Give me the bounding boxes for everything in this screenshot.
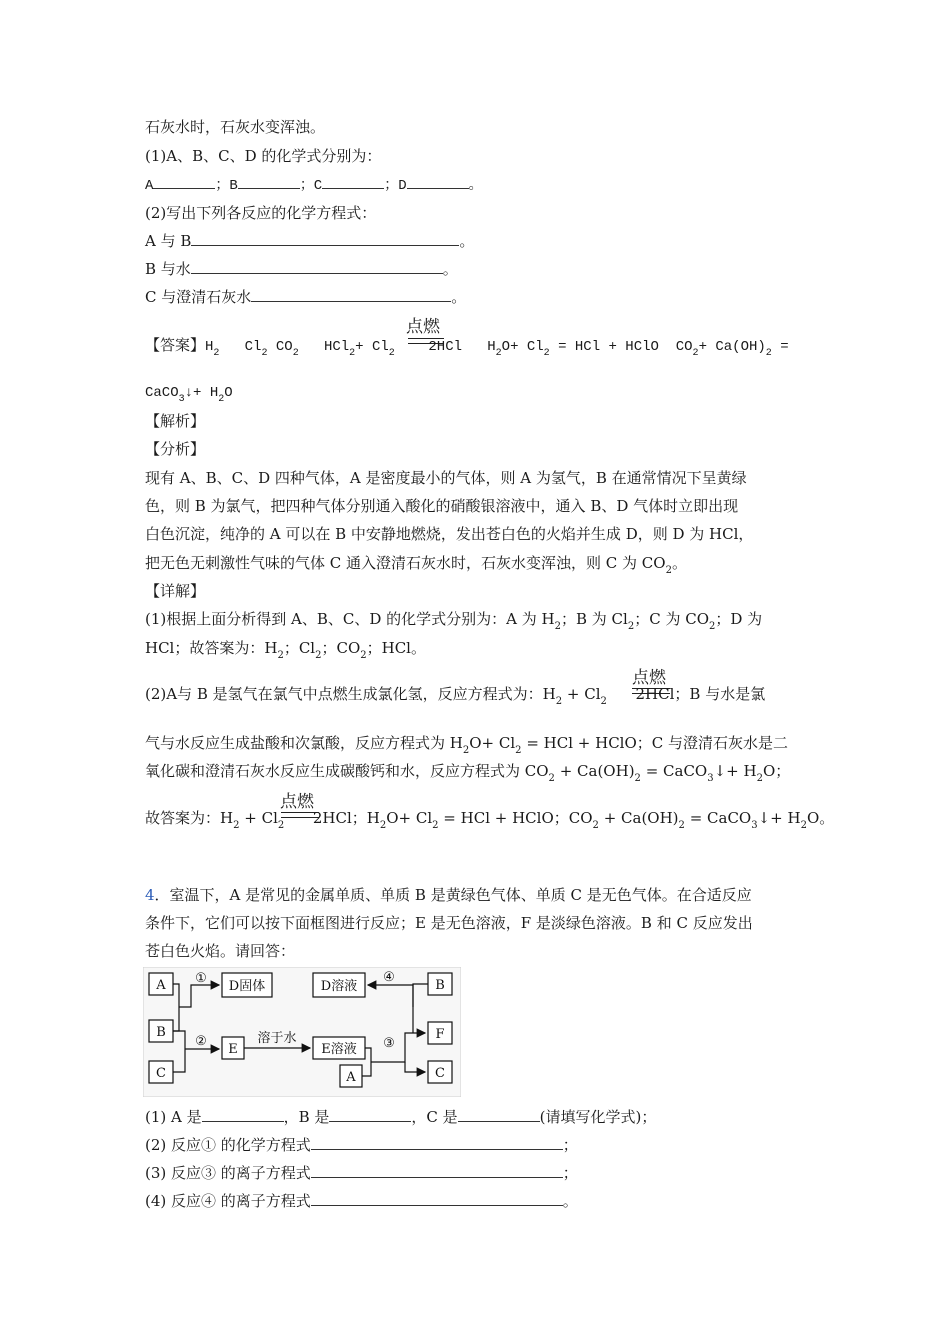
analysis-p3: 白色沉淀，纯净的 A 可以在 B 中安静地燃烧，发出苍白色的火焰并生成 D，则 D 为 HCl， <box>145 525 754 543</box>
label-step-2: ② <box>195 1034 207 1049</box>
detail-2: HCl；故答案为：$H_2$；$Cl_2$；$CO_2$；HCl。 <box>145 639 426 661</box>
reaction-flow-diagram <box>143 967 461 1097</box>
q4-line-1: 4．室温下，A 是常见的金属单质、单质 B 是黄绿色气体、单质 C 是无色气体。在合适反应 <box>145 886 752 904</box>
analysis-p1: 现有 A、B、C、D 四种气体，A 是密度最小的气体，则 A 为氢气，B 在通常情况下呈黄绿 <box>145 469 747 487</box>
sub-question-1: (1) A 是 ，B 是 ，C 是 (请填写化学式)； <box>145 1108 657 1126</box>
blank-c[interactable] <box>322 174 384 189</box>
reaction-b-water: B 与水 。 <box>145 260 458 278</box>
blank-bw[interactable] <box>191 259 443 274</box>
label-step-1: ① <box>195 971 207 986</box>
label-c-2: C <box>435 1066 445 1081</box>
blank-q4-a[interactable] <box>202 1107 284 1122</box>
label-e: E <box>228 1042 238 1057</box>
blank-cl[interactable] <box>251 287 451 302</box>
label-step-4: ④ <box>383 970 395 985</box>
blanks-line: A ；B ；C ；D 。 <box>145 174 483 196</box>
detail-4: 气与水反应生成盐酸和次氯酸，反应方程式为 $H_2O+ Cl_2$ = HCl + HClO；C 与澄清石灰水是二 <box>145 734 789 756</box>
detail-6: 故答案为：$H_2 + Cl_2$ 2HCl；$H_2O+ Cl_2$ = HCl + HClO；$CO_2 + Ca(OH)_2$ = CaCO$_3$↓+ $H_2O$。 <box>145 809 835 831</box>
blank-b[interactable] <box>238 174 300 189</box>
q4-line-3: 苍白色火焰。请回答： <box>145 942 296 960</box>
label-d-solid: D固体 <box>228 979 266 994</box>
intro-line: 石灰水时，石灰水变浑浊。 <box>145 118 326 136</box>
question-number: 4 <box>145 886 155 904</box>
label-c: C <box>156 1066 166 1081</box>
sub-question-3: (3) 反应③ 的离子方程式 ； <box>145 1164 578 1182</box>
answer-line-2: CaCO$_3$↓+ $H_2O$ <box>145 385 233 405</box>
label-f: F <box>435 1027 445 1042</box>
detail-1: (1)根据上面分析得到 A、B、C、D 的化学式分别为：A 为 $H_2$；B 为 $Cl_2$；C 为 $CO_2$；D 为 <box>145 610 763 632</box>
blank-q4-b[interactable] <box>329 1107 411 1122</box>
sub-question-4: (4) 反应④ 的离子方程式 。 <box>145 1192 578 1210</box>
blank-q4-2[interactable] <box>311 1135 563 1150</box>
answer-line: 【答案】$H_2$ $Cl_2$ $CO_2$ $HCl_2+ Cl_2$ 2HCl $H_2O+ Cl_2$ = HCl + HClO $CO_2+ Ca(OH)_2$ = <box>145 336 789 359</box>
label-a-2: A <box>346 1070 356 1085</box>
reaction-c-limewater: C 与澄清石灰水 。 <box>145 288 467 306</box>
label-b: B <box>156 1025 166 1040</box>
jiexi-heading: 【解析】 <box>145 412 206 430</box>
ignite-condition-3: 点燃 <box>280 792 314 812</box>
analysis-p4: 把无色无刺激性气味的气体 C 通入澄清石灰水时，石灰水变浑浊，则 C 为 $CO_2$。 <box>145 554 687 576</box>
label-b-2: B <box>435 978 445 993</box>
blank-q4-4[interactable] <box>311 1191 563 1206</box>
blank-ab[interactable] <box>191 231 459 246</box>
label-d-solution: D溶液 <box>320 979 358 994</box>
ignite-condition-2: 点燃 <box>632 668 666 688</box>
reaction-a-b: A 与 B 。 <box>145 232 475 250</box>
label-step-3: ③ <box>383 1036 395 1051</box>
blank-d[interactable] <box>407 174 469 189</box>
blank-a[interactable] <box>153 174 215 189</box>
analysis-p2: 色，则 B 为氯气，把四种气体分别通入酸化的硝酸银溶液中，通入 B、D 气体时立即出现 <box>145 497 739 515</box>
question-1: (1)A、B、C、D 的化学式分别为： <box>145 147 382 165</box>
q4-line-2: 条件下，它们可以按下面框图进行反应；E 是无色溶液，F 是淡绿色溶液。B 和 C 反应发出 <box>145 914 753 932</box>
blank-q4-c[interactable] <box>458 1107 540 1122</box>
detail-5: 氧化碳和澄清石灰水反应生成碳酸钙和水，反应方程式为 $CO_2 + Ca(OH)_2$ = CaCO$_3$↓+ $H_2O$； <box>145 762 791 784</box>
ignite-condition: 点燃 <box>406 317 440 337</box>
fenxi-heading: 【分析】 <box>145 440 206 458</box>
xiangjie-heading: 【详解】 <box>145 582 206 600</box>
detail-3: (2)A与 B 是氢气在氯气中点燃生成氯化氢，反应方程式为：$H_2 + Cl_2$ 2HCl；B 与水是氯 <box>145 685 766 707</box>
sub-question-2: (2) 反应① 的化学方程式 ； <box>145 1136 578 1154</box>
label-a: A <box>156 978 166 993</box>
label-e-solution: E溶液 <box>321 1042 357 1057</box>
label-dissolve: 溶于水 <box>257 1031 297 1046</box>
blank-q4-3[interactable] <box>311 1163 563 1178</box>
question-2: (2)写出下列各反应的化学方程式： <box>145 204 377 222</box>
